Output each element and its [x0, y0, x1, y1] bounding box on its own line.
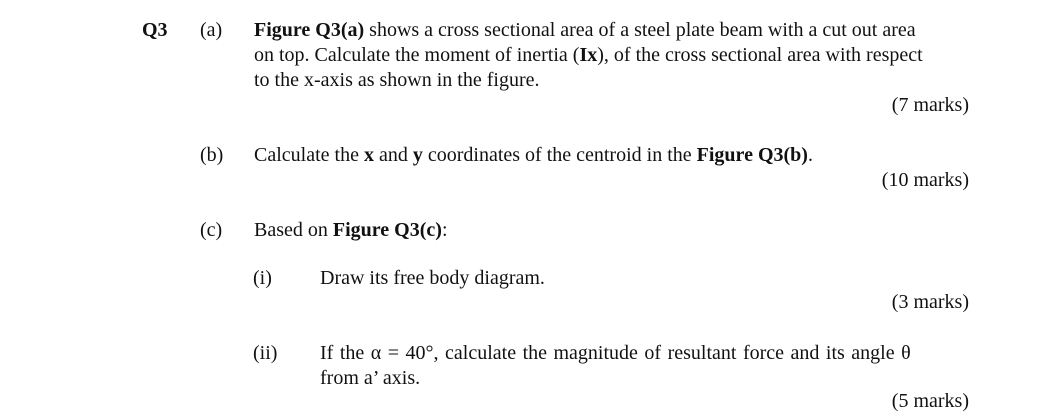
sub-i-text: Draw its free body diagram. [320, 267, 545, 289]
sub-i-label: (i) [253, 267, 272, 289]
part-a-line-1 [254, 18, 916, 42]
y-coordinate-symbol: y [412, 144, 423, 166]
part-a-marks: (7 marks) [891, 94, 969, 116]
part-b-text [254, 143, 813, 167]
figure-ref-q3b: Figure Q3(b) [696, 144, 808, 166]
part-a-line-2 [254, 43, 923, 67]
ix-symbol: Ix [579, 44, 598, 66]
part-c-label: (c) [200, 219, 223, 241]
question-number: Q3 [142, 19, 168, 41]
part-b-text-3: coordinates of the centroid in the [422, 144, 697, 166]
part-a-line-2-text-before: on top. Calculate the moment of inertia ( [254, 44, 580, 66]
sub-ii-line-2: from a’ axis. [320, 367, 421, 389]
part-c-text-2: : [441, 219, 448, 241]
sub-ii-line-1: If the α = 40°, calculate the magnitude of resultant force and its angle θ [320, 342, 911, 364]
part-a-label: (a) [200, 19, 223, 41]
figure-ref-q3c: Figure Q3(c) [332, 219, 442, 241]
part-b-text-1: Calculate the [254, 144, 364, 166]
part-b-text-4: . [807, 144, 813, 166]
part-a-line-1-text: shows a cross sectional area of a steel plate beam with a cut out area [364, 19, 916, 41]
part-a-line-2-text-after: ), of the cross sectional area with respect [597, 44, 923, 66]
part-c-text-1: Based on [254, 219, 333, 241]
sub-ii-label: (ii) [253, 342, 278, 364]
x-coordinate-symbol: x [363, 144, 374, 166]
sub-i-marks: (3 marks) [891, 291, 969, 313]
part-b-label: (b) [200, 144, 224, 166]
sub-ii-marks: (5 marks) [891, 390, 969, 412]
figure-ref-q3a: Figure Q3(a) [254, 19, 365, 41]
part-b-marks: (10 marks) [881, 169, 969, 191]
part-a-line-3: to the x-axis as shown in the figure. [254, 69, 540, 91]
part-b-text-2: and [373, 144, 413, 166]
part-c-text [254, 218, 448, 242]
